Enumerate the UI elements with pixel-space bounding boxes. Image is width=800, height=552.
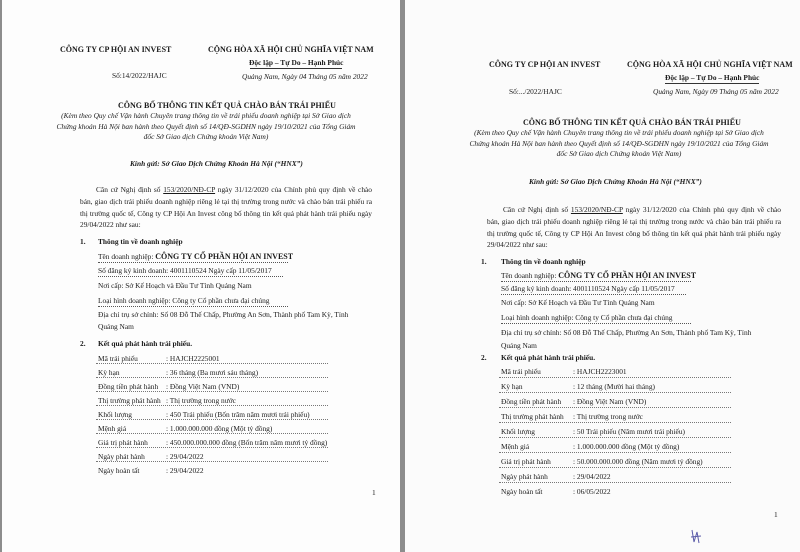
company-full-name-row: Tên doanh nghiệp: CÔNG TY CỔ PHẦN HỘI AN INVEST bbox=[501, 271, 697, 280]
company-full-name-row: Tên doanh nghiệp: CÔNG TY CỔ PHẦN HỘI AN INVEST bbox=[98, 252, 294, 261]
table-rule bbox=[96, 419, 328, 420]
dotted-rule bbox=[98, 276, 283, 277]
registration-row: Số đăng ký kinh doanh: 4001110524 Ngày cấp 11/05/2017 bbox=[501, 284, 675, 293]
addressee: Kính gửi: Sở Giao Dịch Chứng Khoán Hà Nội (“HNX”) bbox=[130, 159, 303, 168]
bond-row: Giá trị phát hành bbox=[501, 457, 551, 466]
motto-underline bbox=[250, 68, 342, 69]
headquarters-row: Địa chỉ trụ sở chính: Số 08 Đỗ Thế Chấp, Phường An Sơn, Thành phố Tam Kỳ, Tỉnh bbox=[98, 310, 349, 319]
bond-row: Ngày phát hành bbox=[501, 472, 548, 481]
bond-value: : 29/04/2022 bbox=[166, 466, 204, 475]
section-2-number: 2. bbox=[80, 339, 86, 348]
bond-row: Đồng tiền phát hành bbox=[98, 382, 159, 391]
table-rule bbox=[96, 461, 328, 462]
doc-number: Số:14/2022/HAJC bbox=[112, 71, 167, 80]
page-number: 1 bbox=[372, 488, 376, 497]
bond-value: : HAJCH2223001 bbox=[573, 367, 627, 376]
initials-mark bbox=[689, 528, 703, 546]
bond-value: : 50 Trái phiếu (Năm mươi trái phiếu) bbox=[573, 427, 685, 436]
bond-row: Thị trường phát hành bbox=[98, 396, 161, 405]
bond-row: Mã trái phiếu bbox=[501, 367, 541, 376]
headquarters-row: Địa chỉ trụ sở chính: Số 08 Đỗ Thế Chấp, Phường An Sơn, Thành phố Tam Kỳ, Tỉnh bbox=[501, 328, 752, 337]
page-number: 1 bbox=[774, 510, 778, 519]
table-rule bbox=[499, 467, 731, 468]
company-type-row: Loại hình doanh nghiệp: Công ty Cổ phần chưa đại chúng bbox=[501, 313, 673, 322]
company-name: CÔNG TY CP HỘI AN INVEST bbox=[60, 45, 172, 54]
dotted-rule bbox=[501, 294, 686, 295]
motto-underline bbox=[665, 83, 759, 84]
bond-row: Đồng tiền phát hành bbox=[501, 397, 562, 406]
bond-value: : 450 Trái phiếu (Bốn trăm năm mươi trái phiếu) bbox=[166, 410, 310, 419]
table-rule bbox=[499, 377, 731, 378]
issuer-row: Nơi cấp: Sở Kế Hoạch và Đầu Tư Tỉnh Quảng Nam bbox=[98, 281, 252, 290]
section-2-title: Kết quả phát hành trái phiếu. bbox=[501, 353, 596, 362]
bond-row: Mệnh giá bbox=[501, 442, 530, 451]
section-2-title: Kết quả phát hành trái phiếu. bbox=[98, 339, 193, 348]
table-rule bbox=[499, 482, 731, 483]
bond-row: Giá trị phát hành bbox=[98, 438, 148, 447]
bond-value: : Đồng Việt Nam (VND) bbox=[166, 382, 240, 391]
bond-value: : 36 tháng (Ba mươi sáu tháng) bbox=[166, 368, 259, 377]
nation-name: CỘNG HÒA XÃ HỘI CHỦ NGHĨA VIỆT NAM bbox=[627, 60, 793, 69]
section-1-number: 1. bbox=[481, 257, 487, 266]
doc-date: Quảng Nam, Ngày 09 Tháng 05 năm 2022 bbox=[653, 87, 779, 96]
doc-title: CÔNG BỐ THÔNG TIN KẾT QUẢ CHÀO BÁN TRÁI PHIẾU bbox=[523, 118, 741, 127]
bond-row: Kỳ hạn bbox=[501, 382, 523, 391]
motto: Độc lập – Tự Do – Hạnh Phúc bbox=[665, 73, 760, 82]
table-rule bbox=[499, 392, 731, 393]
intro-paragraph: Căn cứ Nghị định số 153/2020/NĐ-CP ngày 31/12/2020 của Chính phủ quy định về chào bán, giao dịch trái phiếu doanh nghiệp riêng lẻ tại thị trường trong nước và chào bán trái phiếu ra thị trường quốc tế, Công ty CP Hội An Invest công bố thông tin kết quả phát hành trái phiếu ngày 29/04/2022 như sau: bbox=[80, 185, 372, 230]
table-rule bbox=[96, 391, 328, 392]
bond-value: : Thị trường trong nước bbox=[573, 412, 643, 421]
table-rule bbox=[499, 422, 731, 423]
bond-value: : 450.000.000.000 đồng (Bốn trăm năm mươi tỷ đồng) bbox=[166, 438, 328, 447]
dotted-rule bbox=[98, 262, 288, 263]
bond-row: Thị trường phát hành bbox=[501, 412, 564, 421]
doc-number: Số:.../2022/HAJC bbox=[509, 87, 562, 96]
doc-date: Quảng Nam, Ngày 04 Tháng 05 năm 2022 bbox=[242, 72, 368, 81]
bond-row: Ngày phát hành bbox=[98, 452, 145, 461]
table-rule bbox=[499, 407, 731, 408]
document-page-1 bbox=[2, 0, 400, 552]
company-full-name: CÔNG TY CỔ PHẦN HỘI AN INVEST bbox=[558, 271, 697, 280]
bond-row: Khối lượng bbox=[98, 410, 132, 419]
intro-paragraph: Căn cứ Nghị định số 153/2020/NĐ-CP ngày 31/12/2020 của Chính phủ quy định về chào bán, giao dịch trái phiếu doanh nghiệp riêng lẻ tại thị trường trong nước và chào bán trái phiếu ra thị trường quốc tế, Công ty CP Hội An Invest công bố thông tin kết quả phát hành trái phiếu ngày 29/04/2022 như sau: bbox=[487, 205, 782, 250]
bond-row: Ngày hoàn tất bbox=[98, 466, 140, 475]
doc-subtitle: (Kèm theo Quy chế Vận hành Chuyên trang thông tin về trái phiếu doanh nghiệp tại Sở Giao dịch Chứng khoán Hà Nội ban hành theo Quyết định số 14/QĐ-SGDHN ngày 19/10/2021 của Tổng Giám đốc Sở Giao dịch Chứng khoán Việt Nam) bbox=[469, 128, 769, 158]
table-rule bbox=[499, 452, 731, 453]
bond-row: Kỳ hạn bbox=[98, 368, 120, 377]
addressee: Kính gửi: Sở Giao Dịch Chứng Khoán Hà Nội (“HNX”) bbox=[529, 177, 702, 186]
company-type-row: Loại hình doanh nghiệp: Công ty Cổ phần chưa đại chúng bbox=[98, 296, 270, 305]
decree-reference: 153/2020/NĐ-CP bbox=[570, 205, 623, 214]
headquarters-row-2: Quảng Nam bbox=[98, 322, 134, 331]
bond-value: : 50.000.000.000 đồng (Năm mươi tỷ đồng) bbox=[573, 457, 703, 466]
bond-row: Ngày hoàn tất bbox=[501, 487, 543, 496]
table-rule bbox=[96, 447, 328, 448]
table-rule bbox=[499, 437, 731, 438]
company-full-name: CÔNG TY CỔ PHẦN HỘI AN INVEST bbox=[155, 252, 294, 261]
issuer-row: Nơi cấp: Sở Kế Hoạch và Đầu Tư Tỉnh Quảng Nam bbox=[501, 298, 655, 307]
company-name: CÔNG TY CP HỘI AN INVEST bbox=[489, 60, 601, 69]
bond-value: : 29/04/2022 bbox=[573, 472, 611, 481]
bond-value: : 1.000.000.000 đồng (Một tỷ đồng) bbox=[166, 424, 273, 433]
bond-value: : 1.000.000.000 đồng (Một tỷ đồng) bbox=[573, 442, 680, 451]
registration-row: Số đăng ký kinh doanh: 4001110524 Ngày cấp 11/05/2017 bbox=[98, 266, 272, 275]
table-rule bbox=[96, 363, 328, 364]
table-rule bbox=[96, 405, 328, 406]
nation-name: CỘNG HÒA XÃ HỘI CHỦ NGHĨA VIỆT NAM bbox=[208, 45, 374, 54]
bond-value: : HAJCH2225001 bbox=[166, 354, 220, 363]
bond-value: : 06/05/2022 bbox=[573, 487, 611, 496]
table-rule bbox=[96, 433, 328, 434]
table-rule bbox=[96, 377, 328, 378]
decree-reference: 153/2020/NĐ-CP bbox=[163, 185, 216, 194]
motto: Độc lập – Tự Do – Hạnh Phúc bbox=[249, 58, 344, 67]
bond-value: : 12 tháng (Mười hai tháng) bbox=[573, 382, 656, 391]
section-1-title: Thông tin về doanh nghiệp bbox=[98, 237, 183, 246]
dotted-rule bbox=[98, 306, 288, 307]
section-1-number: 1. bbox=[80, 237, 86, 246]
bond-row: Mệnh giá bbox=[98, 424, 127, 433]
bond-row: Khối lượng bbox=[501, 427, 535, 436]
headquarters-row-2: Quảng Nam bbox=[501, 341, 537, 350]
document-page-2 bbox=[405, 0, 800, 552]
bond-value: : Thị trường trong nước bbox=[166, 396, 236, 405]
dotted-rule bbox=[501, 323, 691, 324]
doc-title: CÔNG BỐ THÔNG TIN KẾT QUẢ CHÀO BÁN TRÁI PHIẾU bbox=[118, 101, 336, 110]
section-2-number: 2. bbox=[481, 353, 487, 362]
dotted-rule bbox=[501, 281, 691, 282]
doc-subtitle: (Kèm theo Quy chế Vận hành Chuyên trang thông tin về trái phiếu doanh nghiệp tại Sở Giao dịch Chứng khoán Hà Nội ban hành theo Quyết định số 14/QĐ-SGDHN ngày 19/10/2021 của Tổng Giám đốc Sở Giao dịch Chứng khoán Việt Nam) bbox=[56, 111, 356, 141]
section-1-title: Thông tin về doanh nghiệp bbox=[501, 257, 586, 266]
bond-value: : Đồng Việt Nam (VND) bbox=[573, 397, 647, 406]
bond-value: : 29/04/2022 bbox=[166, 452, 204, 461]
bond-row: Mã trái phiếu bbox=[98, 354, 138, 363]
